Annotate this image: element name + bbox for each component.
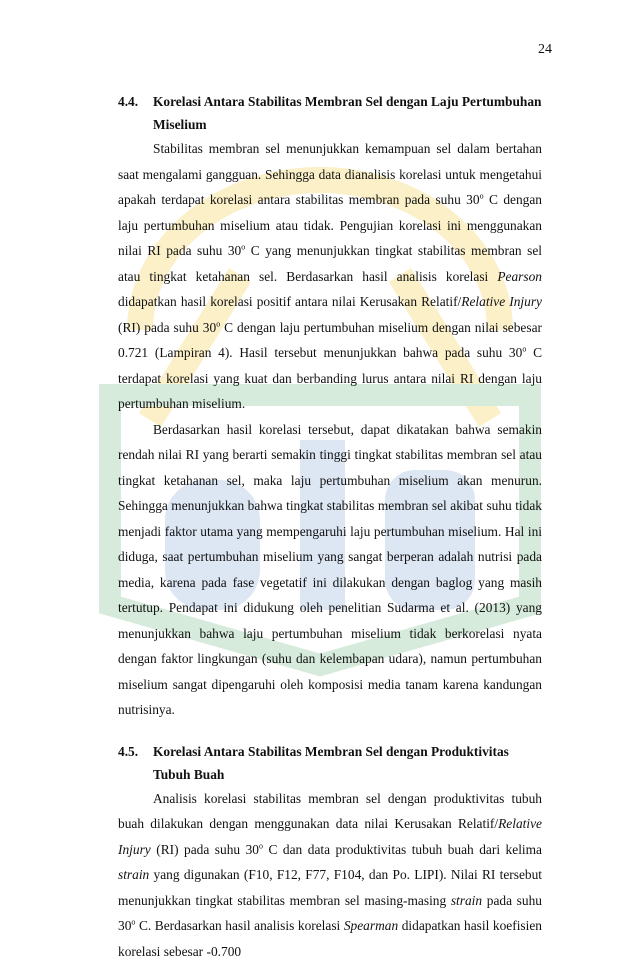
paragraph: Berdasarkan hasil korelasi tersebut, dapat dikatakan bahwa semakin rendah nilai RI yang berarti semakin tinggi tingkat stabilitas membran sel atau tingkat ketahanan sel, maka laju pertumbuhan miselium akan menurun. Sehingga menunjukkan bahwa tingkat stabilitas membran sel akibat suhu tidak menjadi faktor utama yang mempengaruhi laju pertumbuhan miselium. Hal ini diduga, saat pertumbuhan miselium yang sangat berperan adalah nutrisi pada media, karena pada fase vegetatif ini dilakukan dengan baglog yang masih tertutup. Pendapat ini didukung oleh penelitian Sudarma et al. (2013) yang menunjukkan bahwa laju pertumbuhan miselium tidak berkorelasi nyata dengan faktor lingkungan (suhu dan kelembapan udara), namun pertumbuhan miselium sangat dipengaruhi oleh komposisi media tanam karena kandungan nutrisinya. xyxy=(118,417,542,723)
paragraph: Stabilitas membran sel menunjukkan kemampuan sel dalam bertahan saat mengalami gangguan. Sehingga data dianalisis korelasi untuk mengetahui apakah terdapat korelasi antara stabilitas membran pada suhu 30$^o$ C dengan laju pertumbuhan miselium atau tidak. Pengujian korelasi ini menggunakan nilai RI pada suhu 30$^o$ C yang menunjukkan tingkat stabilitas membran sel atau tingkat ketahanan sel. Berdasarkan hasil analisis korelasi Pearson didapatkan hasil korelasi positif antara nilai Kerusakan Relatif/Relative Injury (RI) pada suhu 30$^o$ C dengan laju pertumbuhan miselium dengan nilai sebesar 0.721 (Lampiran 4). Hasil tersebut menunjukkan bahwa pada suhu 30$^o$ C terdapat korelasi yang kuat dan berbanding lurus antara nilai RI dengan laju pertumbuhan miselium. xyxy=(118,136,542,417)
paragraph: Analisis korelasi stabilitas membran sel dengan produktivitas tubuh buah dilakukan dengan menggunakan data nilai Kerusakan Relatif/Relative Injury (RI) pada suhu 30$^o$ C dan data produktivitas tubuh buah dari kelima strain yang digunakan (F10, F12, F77, F104, dan Po. LIPI). Nilai RI tersebut menunjukkan tingkat stabilitas membran sel masing-masing strain pada suhu 30$^o$ C. Berdasarkan hasil analisis korelasi Spearman didapatkan hasil koefisien korelasi sebesar -0.700 xyxy=(118,786,542,964)
section-number: 4.4. xyxy=(118,90,153,136)
section-title: Korelasi Antara Stabilitas Membran Sel dengan Produktivitas Tubuh Buah xyxy=(153,740,542,786)
section-title: Korelasi Antara Stabilitas Membran Sel dengan Laju Pertumbuhan Miselium xyxy=(153,90,542,136)
page-body xyxy=(118,90,542,964)
section-heading-4-5 xyxy=(118,740,542,786)
page-number: 24 xyxy=(538,42,552,58)
section-heading-4-4 xyxy=(118,90,542,136)
section-number: 4.5. xyxy=(118,740,153,786)
